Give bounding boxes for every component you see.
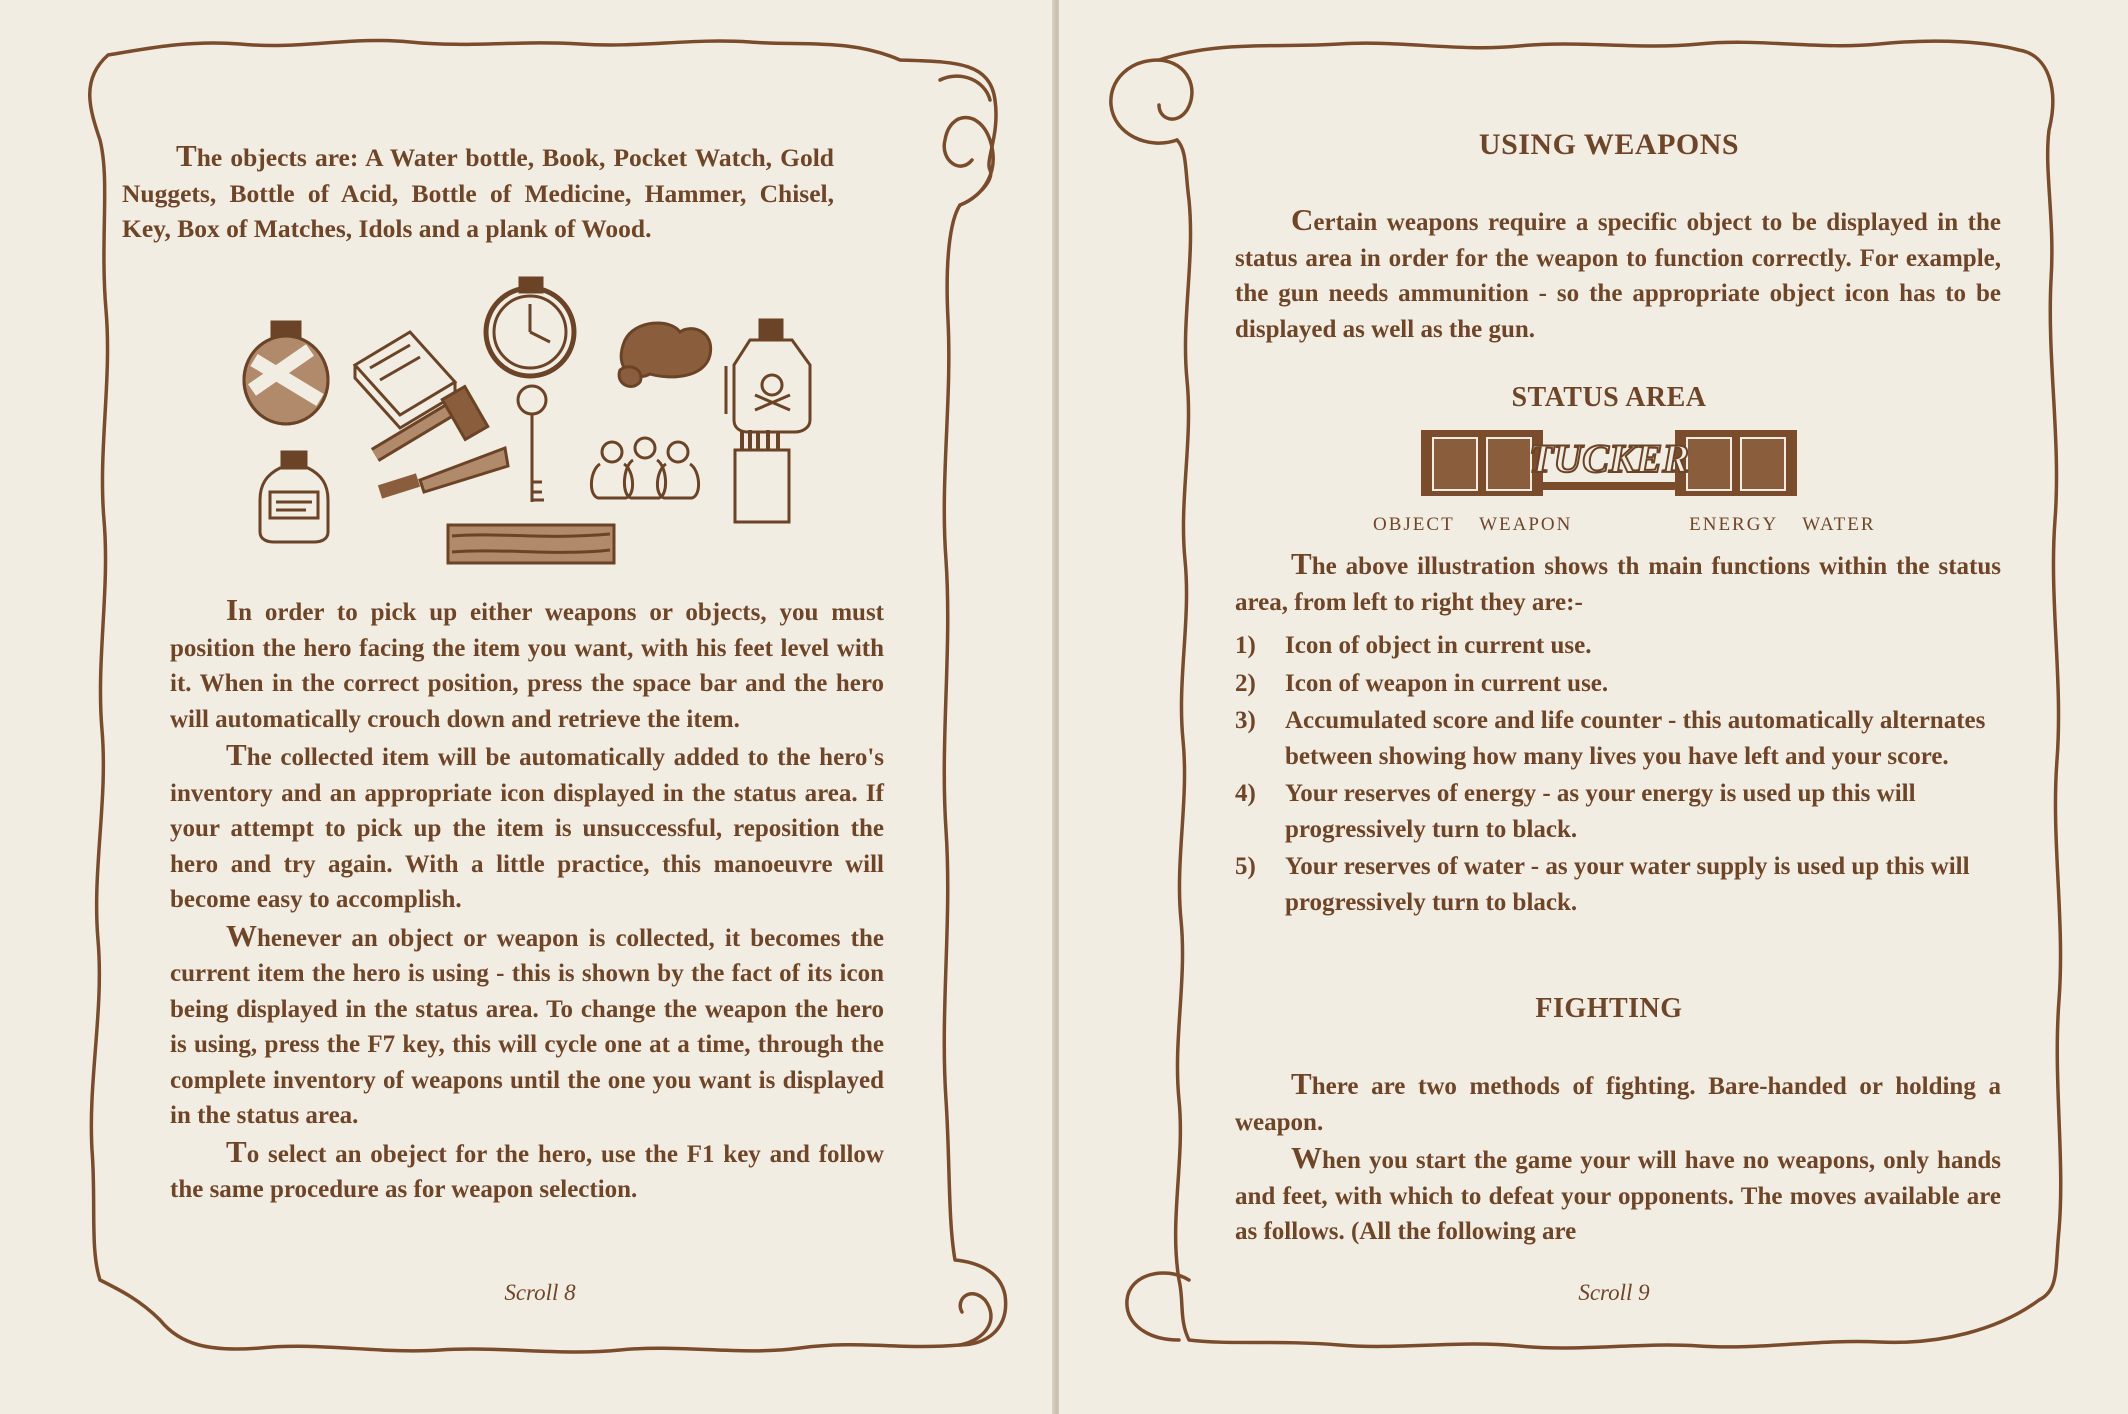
- fighting-moves-paragraph: When you start the game your will have no weapons, only hands and feet, with which to defeat your opponents. The moves available are as follows. (All the following are: [1235, 1140, 2001, 1245]
- status-labels: [1373, 514, 1893, 536]
- current-item-paragraph: Whenever an object or weapon is collected, it becomes the current item the hero is using - this is shown by the fact of its icon being displayed in the status area. To change the weapon the hero is using, press the F7 key, this will cycle one at a time, through the complete inventory of weapons until the one you want is displayed in the status area.: [170, 917, 884, 1129]
- gold-nuggets-icon: [619, 323, 711, 386]
- objects-illustration: [240, 270, 840, 570]
- key-icon: [518, 386, 546, 502]
- status-area-heading: STATUS AREA: [1511, 382, 1707, 413]
- fighting-heading: FIGHTING: [1535, 993, 1683, 1024]
- list-item: 4) Your reserves of energy - as your energy is used up this will progressively turn to black.: [1235, 780, 1916, 843]
- pickup-paragraph: In order to pick up either weapons or objects, you must position the hero facing the item you want, with his feet level with it. When in the correct position, press the space bar and the hero will automatically crouch down and retrieve the item.: [170, 592, 884, 733]
- water-bottle-icon: [244, 322, 328, 424]
- label-energy: ENERGY: [1689, 514, 1778, 535]
- fighting-methods-paragraph: There are two methods of fighting. Bare-handed or holding a weapon.: [1235, 1066, 2001, 1136]
- status-functions-list: [1235, 628, 2001, 922]
- list-item: 5) Your reserves of water - as your water supply is used up this will progressively turn to black.: [1235, 853, 1970, 916]
- status-area-illustration: [1419, 424, 1799, 500]
- select-object-paragraph: To select an obeject for the hero, use the F1 key and follow the same procedure as for weapon selection.: [170, 1133, 884, 1203]
- wood-plank-icon: [448, 525, 614, 563]
- fighting-text: [1235, 1066, 2001, 1250]
- list-item: 1) Icon of object in current use.: [1235, 632, 1592, 659]
- list-item: 2) Icon of weapon in current use.: [1235, 669, 1609, 697]
- weapons-paragraph: Certain weapons require a specific object to be displayed in the status area in order for the weapon to function correctly. For example, the gun needs ammunition - so the appropriate object icon has to be displayed as well as the gun.: [1235, 202, 2001, 343]
- using-weapons-heading: USING WEAPONS: [1478, 128, 1740, 161]
- left-page: [0, 0, 1055, 1414]
- right-page-number: Scroll 9: [1578, 1280, 1650, 1305]
- acid-bottle-icon: [726, 320, 810, 432]
- status-paragraph: The above illustration shows th main functions within the status area, from left to right they are:-: [1235, 546, 2001, 616]
- list-item: 3) Accumulated score and life counter - this automatically alternates between showing how many lives you have left and your score.: [1235, 707, 1986, 770]
- inventory-paragraph: The collected item will be automatically added to the hero's inventory and an appropriate icon displayed in the status area. If your attempt to pick up the item is unsuccessful, reposition the hero and try again. With a little practice, this manoeuvre will become easy to accomplish.: [170, 737, 884, 913]
- label-weapon: WEAPON: [1479, 514, 1573, 535]
- matches-icon: [735, 430, 789, 522]
- left-body-text: [170, 592, 884, 1208]
- label-object: OBJECT: [1373, 514, 1455, 535]
- label-water: WATER: [1802, 514, 1876, 535]
- objects-intro: The objects are: A Water bottle, Book, Pocket Watch, Gold Nuggets, Bottle of Acid, Bottle of Medicine, Hammer, Chisel, Key, Box of Matches, Idols and a plank of Wood.: [122, 138, 834, 243]
- pocket-watch-icon: [486, 278, 574, 376]
- tucker-logo: TUCKER: [1528, 436, 1690, 481]
- idols-icon: [591, 438, 698, 498]
- left-page-number: Scroll 8: [504, 1280, 576, 1305]
- medicine-bottle-icon: [260, 452, 328, 542]
- chisel-icon: [380, 448, 508, 492]
- right-page: [1059, 0, 2128, 1414]
